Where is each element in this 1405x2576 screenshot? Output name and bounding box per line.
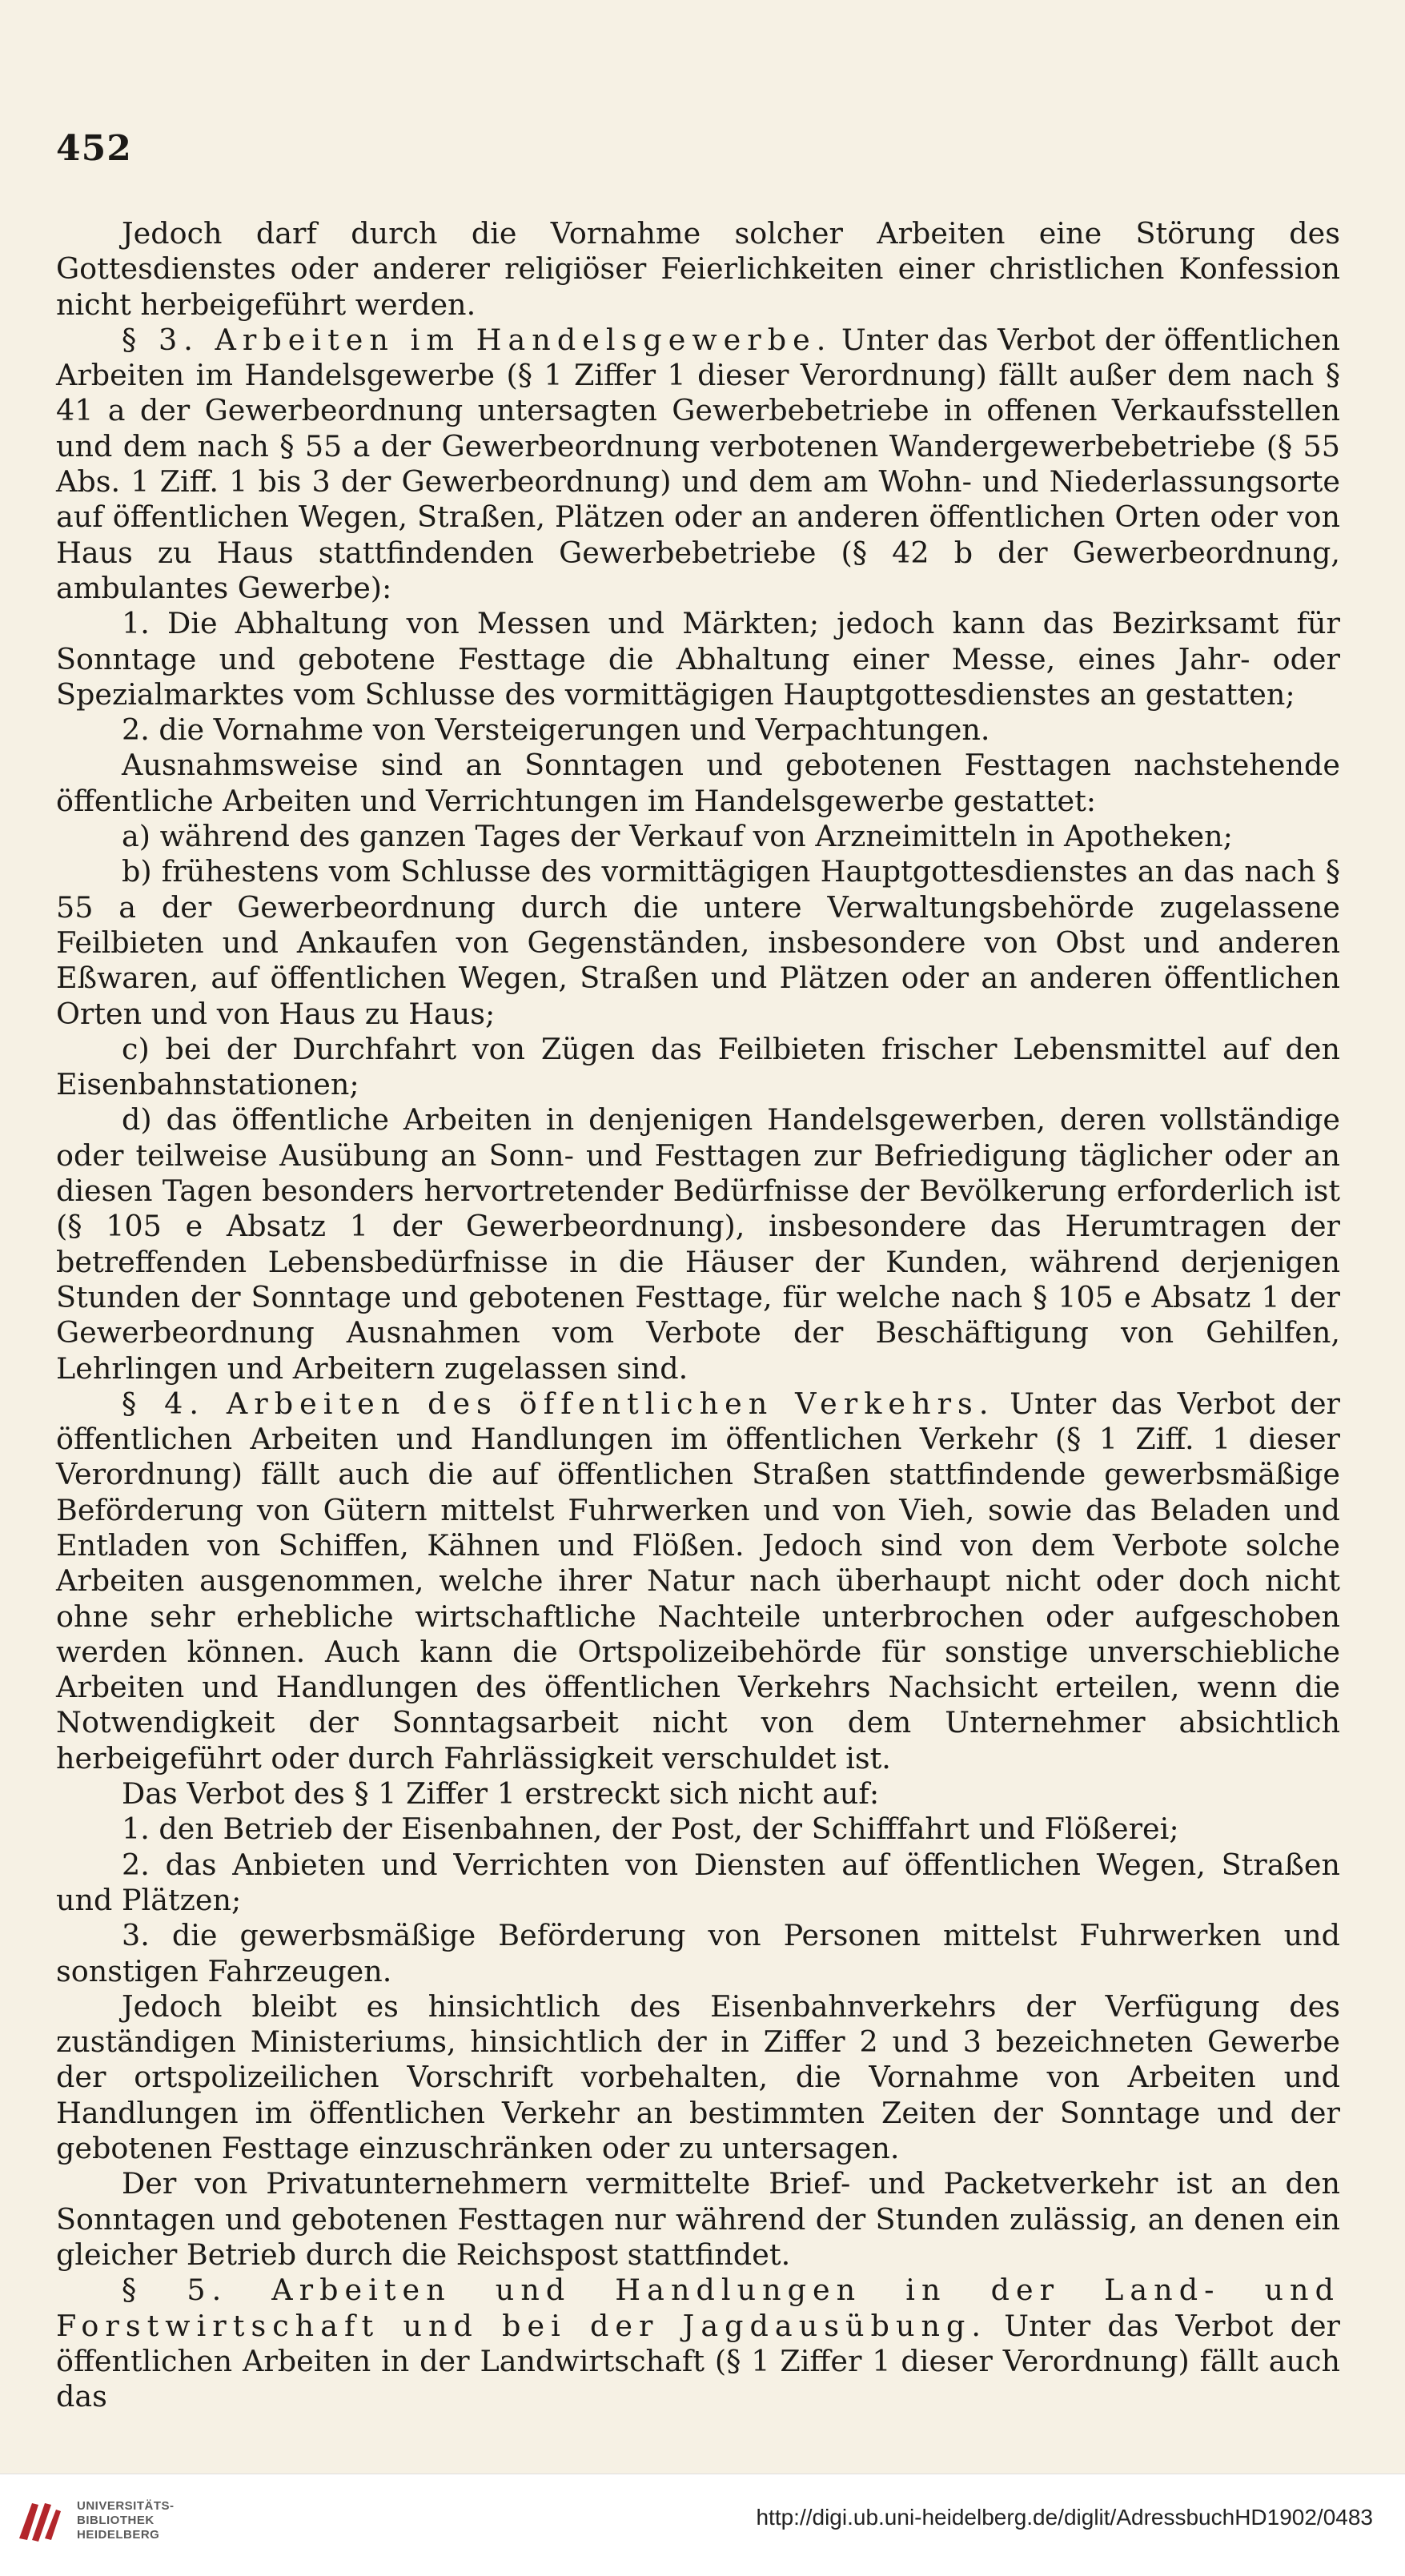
- permalink-url[interactable]: http://digi.ub.uni-heidelberg.de/diglit/AdressbuchHD1902/0483: [756, 2505, 1373, 2530]
- paragraph: [56, 1848, 1340, 1919]
- page-number: 452: [56, 128, 132, 169]
- paragraph: [56, 1102, 1340, 1386]
- paragraph: [56, 1812, 1340, 1847]
- paragraph: [56, 1918, 1340, 1989]
- library-name: [77, 2499, 175, 2542]
- library-name-line: UNIVERSITÄTS-: [77, 2499, 175, 2513]
- paragraph: [56, 606, 1340, 712]
- paragraph-text: a) während des ganzen Tages der Verkauf von Arzneimitteln in Apotheken;: [122, 819, 1233, 854]
- paragraph-text: 1. Die Abhaltung von Messen und Märkten; jedoch kann das Bezirksamt für Sonntage und gebotene Festtage die Abhaltung einer Messe, eines Jahr- oder Spezialmarktes vom Schlusse des vormittägigen Hauptgottesdienstes an gestatten;: [56, 606, 1340, 712]
- paragraph: [56, 819, 1340, 854]
- section-heading: § 5. Arbeiten und Handlungen in der Land- und Forstwirtschaft und bei der Jagdausübung.: [56, 2273, 1340, 2343]
- paragraph: [56, 323, 1340, 606]
- paragraph-text: Unter das Verbot der öffentlichen Arbeiten und Handlungen im öffentlichen Verkehr (§ 1 Ziff. 1 dieser Verordnung) fällt auch die auf öffentlichen Straßen stattfindende gewerbsmäßige Beförderung von Gütern mittelst Fuhrwerken und von Vieh, sowie das Beladen und Entladen von Schiffen, Kähnen und Flößen. Jedoch sind von dem Verbote solche Arbeiten ausgenommen, welche ihrer Natur nach überhaupt nicht oder doch nicht ohne sehr erhebliche wirtschaftliche Nachteile unterbrochen oder aufgeschoben werden können. Auch kann die Ortspolizeibehörde für sonstige unverschiebliche Arbeiten und Handlungen des öffentlichen Verkehrs Nachsicht erteilen, wenn die Notwendigkeit der Sonntagsarbeit nicht von dem Unternehmer absichtlich herbeigeführt oder durch Fahrlässigkeit verschuldet ist.: [56, 1386, 1340, 1776]
- section-heading: § 4. Arbeiten des öffentlichen Verkehrs.: [122, 1386, 995, 1421]
- library-name-line: HEIDELBERG: [77, 2528, 160, 2542]
- paragraph: [56, 1032, 1340, 1103]
- paragraph: [56, 1989, 1340, 2166]
- paragraph-text: Unter das Verbot der öffentlichen Arbeiten in der Landwirtschaft (§ 1 Ziffer 1 dieser Verordnung) fällt auch das: [56, 2308, 1340, 2414]
- paragraph-text: d) das öffentliche Arbeiten in denjenigen Handelsgewerben, deren vollständige oder teilweise Ausübung an Sonn- und Festtagen zur Befriedigung täglicher oder an diesen Tagen besonders hervortretender Bedürfnisse der Bevölkerung erforderlich ist (§ 105 e Absatz 1 der Gewerbeordnung), insbesondere das Herumtragen der betreffenden Lebensbedürfnisse in die Häuser der Kunden, während derjenigen Stunden der Sonntage und gebotenen Festtage, für welche nach § 105 e Absatz 1 der Gewerbeordnung Ausnahmen vom Verbote der Beschäftigung von Gehilfen, Lehrlingen und Arbeitern zugelassen sind.: [56, 1102, 1340, 1386]
- paragraph-text: Das Verbot des § 1 Ziffer 1 erstreckt sich nicht auf:: [122, 1776, 880, 1812]
- paragraph-text: Ausnahmsweise sind an Sonntagen und gebotenen Festtagen nachstehende öffentliche Arbeiten und Verrichtungen im Handelsgewerbe gestattet:: [56, 748, 1340, 818]
- paragraph-text: 2. das Anbieten und Verrichten von Diensten auf öffentlichen Wegen, Straßen und Plätzen;: [56, 1847, 1340, 1917]
- paragraph-text: Jedoch darf durch die Vornahme solcher Arbeiten eine Störung des Gottesdienstes oder anderer religiöser Feierlichkeiten einer christlichen Konfession nicht herbeigeführt werden.: [56, 216, 1340, 322]
- library-logo[interactable]: [14, 2495, 175, 2546]
- footer-bar: [0, 2474, 1405, 2576]
- paragraph-text: 3. die gewerbsmäßige Beförderung von Personen mittelst Fuhrwerken und sonstigen Fahrzeugen.: [56, 1918, 1340, 1988]
- paragraph-text: c) bei der Durchfahrt von Zügen das Feilbieten frischer Lebensmittel auf den Eisenbahnstationen;: [56, 1031, 1340, 1102]
- library-name-line: BIBLIOTHEK: [77, 2514, 155, 2527]
- body-text: [56, 216, 1340, 2414]
- paragraph: [56, 712, 1340, 748]
- paragraph: [56, 854, 1340, 1031]
- paragraph: [56, 216, 1340, 323]
- paragraph-text: b) frühestens vom Schlusse des vormittägigen Hauptgottesdienstes an das nach § 55 a der Gewerbeordnung durch die untere Verwaltungsbehörde zugelassene Feilbieten und Ankaufen von Gegenständen, insbesondere von Obst und anderen Eßwaren, auf öffentlichen Wegen, Straßen und Plätzen oder an anderen öffentlichen Orten und von Haus zu Haus;: [56, 854, 1340, 1031]
- paragraph-text: 1. den Betrieb der Eisenbahnen, der Post, der Schifffahrt und Flößerei;: [122, 1812, 1179, 1847]
- section-heading: § 3. Arbeiten im Handelsgewerbe.: [122, 322, 833, 357]
- paragraph-text: Der von Privatunternehmern vermittelte Brief- und Packetverkehr ist an den Sonntagen und gebotenen Festtagen nur während der Stunden zulässig, an denen ein gleicher Betrieb durch die Reichspost stattfindet.: [56, 2166, 1340, 2272]
- paragraph-text: Jedoch bleibt es hinsichtlich des Eisenbahnverkehrs der Verfügung des zuständigen Ministeriums, hinsichtlich der in Ziffer 2 und 3 bezeichneten Gewerbe der ortspolizeilichen Vorschrift vorbehalten, die Vornahme von Arbeiten und Handlungen im öffentlichen Verkehr an bestimmten Zeiten der Sonntage und der gebotenen Festtage einzuschränken oder zu untersagen.: [56, 1988, 1340, 2166]
- paragraph-text: 2. die Vornahme von Versteigerungen und Verpachtungen.: [122, 712, 990, 748]
- paragraph-text: Unter das Verbot der öffentlichen Arbeiten im Handelsgewerbe (§ 1 Ziffer 1 dieser Verordnung) fällt außer dem nach § 41 a der Gewerbeordnung untersagten Gewerbebetriebe in offenen Verkaufsstellen und dem nach § 55 a der Gewerbeordnung verbotenen Wandergewerbebetriebe (§ 55 Abs. 1 Ziff. 1 bis 3 der Gewerbeordnung) und dem am Wohn- und Niederlassungsorte auf öffentlichen Wegen, Straßen, Plätzen oder an anderen öffentlichen Orten oder von Haus zu Haus stattfindenden Gewerbebetriebe (§ 42 b der Gewerbeordnung, ambulantes Gewerbe):: [56, 322, 1340, 605]
- paragraph: [56, 1386, 1340, 1776]
- paragraph: [56, 748, 1340, 819]
- paragraph: [56, 2166, 1340, 2273]
- paragraph: [56, 1776, 1340, 1812]
- heidelberg-library-logo-icon: [14, 2495, 66, 2546]
- paragraph: [56, 2273, 1340, 2414]
